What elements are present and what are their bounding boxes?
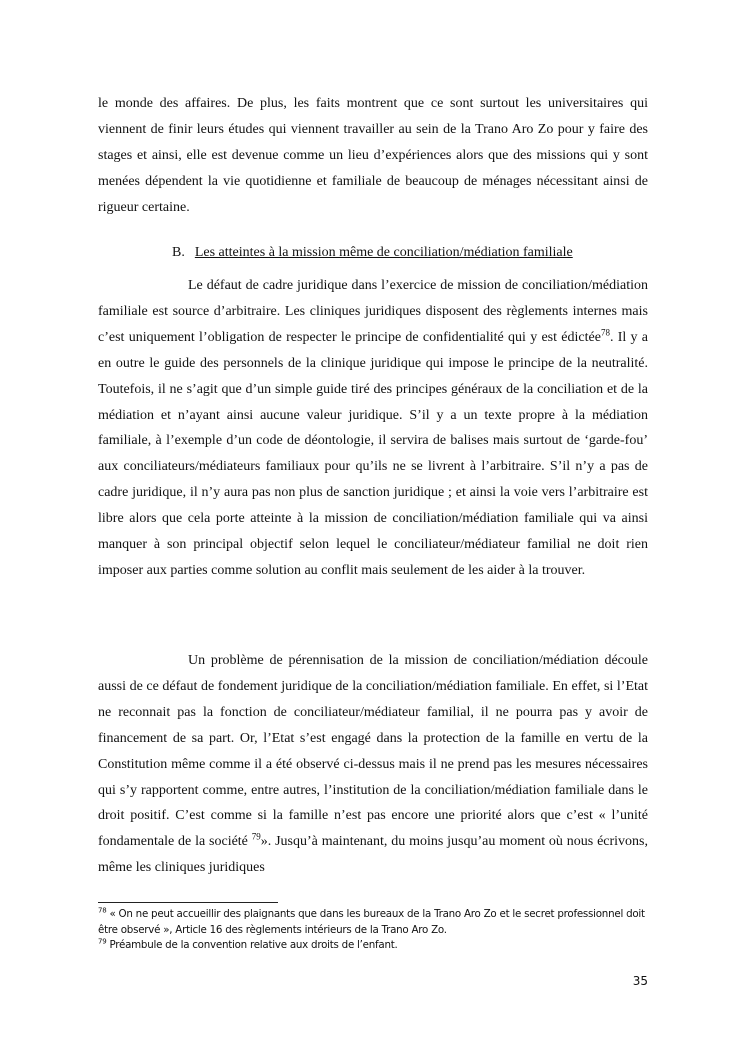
footnote-text: « On ne peut accueillir des plaignants que dans les bureaux de la Trano Aro Zo et le secret professionnel doit être observé », Article 16 des règlements intérieurs de la Trano Aro Zo. <box>98 908 645 936</box>
body-text-block <box>98 648 648 881</box>
paragraph-2-part-2: . Il y a en outre le guide des personnels de la clinique juridique qui impose le principe de la neutralité. Toutefois, il ne s’agit que d’un simple guide tiré des principes généraux de la conciliation et de la médiation et n’ayant ainsi aucune valeur juridique. S’il y a un texte propre à la médiation familiale, à l’exemple d’un code de déontologie, il servira de balises mais surtout de ‘garde-fou’ aux conciliateurs/médiateurs familiaux pour qu’ils ne se livrent à l’arbitraire. S’il n’y a pas de cadre juridique, il n’y aura pas non plus de sanction juridique ; et ainsi la voie vers l’arbitraire est libre alors que cela porte atteinte à la mission de conciliation/médiation familiale qui va ainsi manquer à son principal objectif selon lequel le conciliateur/médiateur familial ne doit rien imposer aux parties comme solution au conflit mais seulement de les aider à la trouver. <box>98 329 649 578</box>
section-heading <box>172 240 648 266</box>
section-letter: B. <box>172 245 185 260</box>
footnote-ref-79[interactable]: 79 <box>251 831 261 842</box>
footnote-78 <box>98 907 650 938</box>
footnote-separator <box>98 902 278 903</box>
footnote-text: Préambule de la convention relative aux droits de l’enfant. <box>106 939 398 951</box>
body-text-block <box>98 91 648 221</box>
paragraph-continuation: le monde des affaires. De plus, les faits montrent que ce sont surtout les universitaires qui viennent de finir leurs études qui viennent travailler au sein de la Trano Aro Zo pour y faire des stages et ainsi, elle est devenue comme un lieu d’expériences alors que des missions qui y sont menées dépendent la vie quotidienne et familiale de beaucoup de ménages nécessitant ainsi de rigueur certaine. <box>98 96 648 215</box>
body-text-block <box>98 273 648 584</box>
page-number: 35 <box>632 974 648 988</box>
footnote-number: 79 <box>98 937 107 946</box>
paragraph-2-part-1: Le défaut de cadre juridique dans l’exercice de mission de conciliation/médiation familiale est source d’arbitraire. Les cliniques juridiques disposent des règlements internes mais c’est uniquement l’obligation de respecter le principe de confidentialité qui y est édictée <box>98 278 648 345</box>
paragraph-3 <box>98 648 648 881</box>
footnote-number: 78 <box>98 906 107 915</box>
footnote-ref-78[interactable]: 78 <box>600 327 610 338</box>
footnote-79 <box>98 938 650 954</box>
paragraph-3-part-2: ». Jusqu’à maintenant, du moins jusqu’au moment où nous écrivons, même les cliniques juridiques <box>98 834 648 876</box>
paragraph-3-part-1: Un problème de pérennisation de la mission de conciliation/médiation découle aussi de ce défaut de fondement juridique de la conciliation/médiation familiale. En effet, si l’Etat ne reconnait pas la fonction de conciliateur/médiateur familial, il ne pourra pas y avoir de financement de sa part. Or, l’Etat s’est engagé dans la protection de la famille en vertu de la Constitution même comme il a été observé ci-dessus mais il ne prend pas les mesures nécessaires qui s’y rapportent comme, entre autres, l’institution de la conciliation/médiation familiale dans le droit positif. C’est comme si la famille n’est pas encore une priorité alors que c’est « l’unité fondamentale de la société <box>98 653 648 850</box>
footnotes <box>98 907 650 954</box>
paragraph-2 <box>98 273 648 584</box>
section-title: Les atteintes à la mission même de conciliation/médiation familiale <box>194 245 573 260</box>
